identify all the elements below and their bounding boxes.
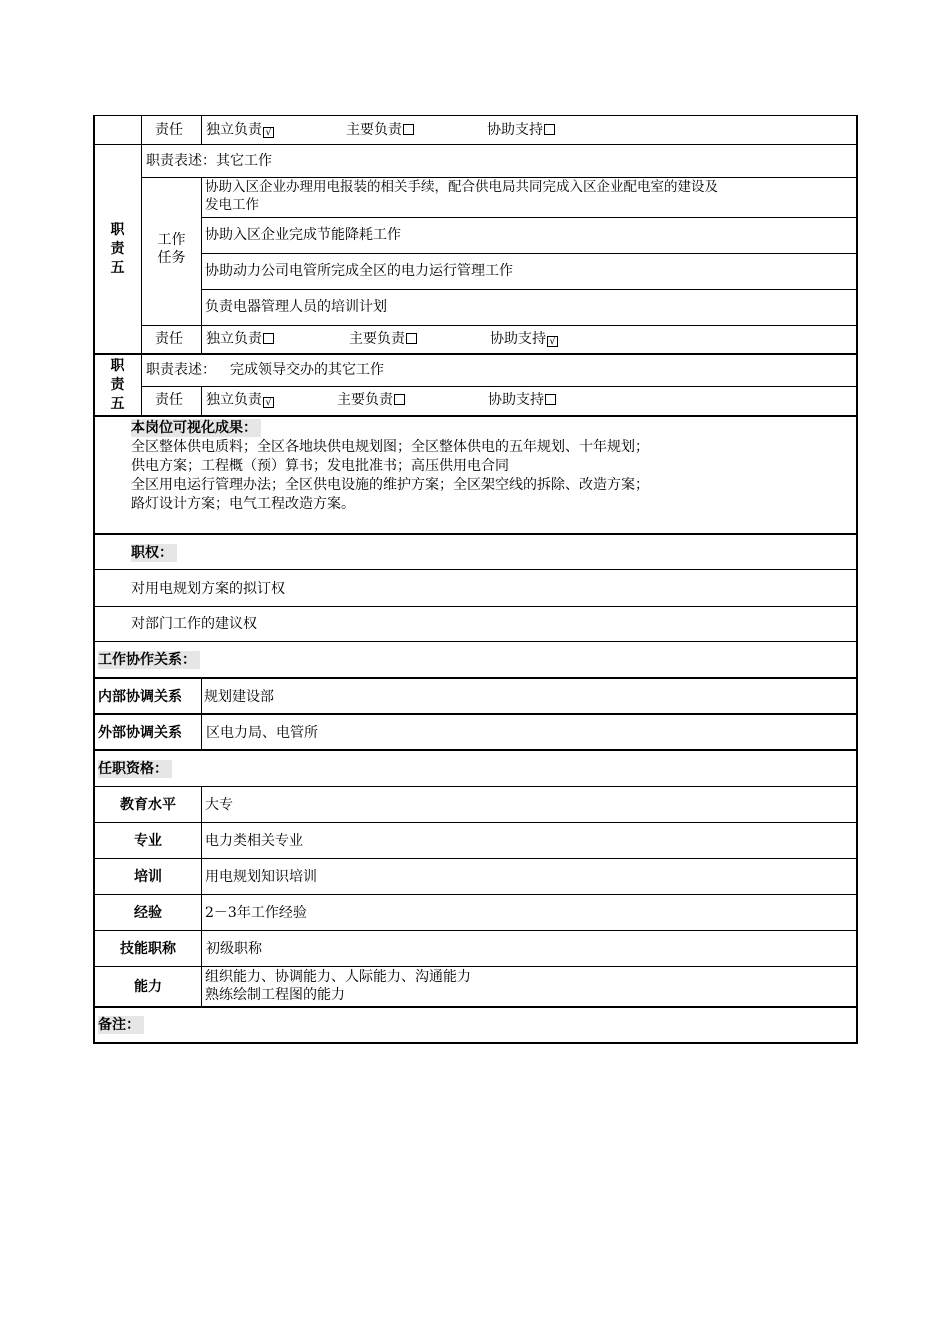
external-label: 外部协调关系 — [98, 725, 182, 741]
cooperation-title: 工作协作关系： — [98, 651, 200, 669]
checkbox-main[interactable] — [394, 394, 405, 405]
authority-title: 职权： — [131, 544, 177, 562]
remarks-title: 备注： — [98, 1016, 144, 1034]
qualification-row — [95, 823, 856, 859]
qualification-title: 任职资格： — [98, 760, 172, 778]
authority-item-row — [95, 607, 856, 642]
qualification-label: 培训 — [134, 869, 162, 885]
responsibility-label: 责任 — [155, 331, 183, 347]
duty6-block — [95, 355, 856, 417]
visual-results-section — [95, 417, 856, 535]
job-description-table — [93, 115, 858, 1044]
task-item: 负责电器管理人员的培训计划 — [205, 299, 387, 315]
results-line: 路灯设计方案；电气工程改造方案。 — [131, 496, 355, 512]
option-main: 主要负责 — [337, 391, 405, 409]
duty5-description: 职责表述：其它工作 — [146, 153, 272, 169]
ability-line: 熟练绘制工程图的能力 — [205, 987, 345, 1003]
checkbox-independent[interactable] — [263, 333, 274, 344]
authority-item: 对用电规划方案的拟订权 — [131, 581, 285, 597]
internal-cooperation-row — [95, 679, 856, 715]
checkbox-assist-checked[interactable]: √ — [547, 336, 558, 347]
external-cooperation-row — [95, 715, 856, 751]
option-main: 主要负责 — [346, 121, 414, 139]
results-line: 供电方案；工程概（预）算书；发电批准书；高压供用电合同 — [131, 458, 509, 474]
checkbox-main[interactable] — [406, 333, 417, 344]
checkbox-independent-checked[interactable]: √ — [263, 127, 274, 138]
checkbox-main[interactable] — [403, 124, 414, 135]
qualification-value: 大专 — [205, 797, 233, 813]
external-value: 区电力局、电管所 — [206, 725, 318, 741]
results-line: 全区整体供电质料；全区各地块供电规划图；全区整体供电的五年规划、十年规划； — [131, 439, 649, 455]
task-item: 协助入区企业完成节能降耗工作 — [205, 227, 401, 243]
qualification-label: 教育水平 — [120, 797, 176, 813]
duty5-top-responsibility-row — [95, 116, 856, 145]
option-assist: 协助支持 √ — [490, 330, 558, 348]
duty5-side-label: 职 责 五 — [110, 222, 125, 276]
ability-row — [95, 967, 856, 1008]
checkbox-assist[interactable] — [545, 394, 556, 405]
qualification-row — [95, 931, 856, 967]
ability-line: 组织能力、协调能力、人际能力、沟通能力 — [205, 969, 471, 985]
qualification-value: 电力类相关专业 — [205, 833, 303, 849]
qualification-row — [95, 787, 856, 823]
responsibility-label: 责任 — [155, 392, 183, 408]
remarks-row — [95, 1008, 856, 1042]
internal-label: 内部协调关系 — [98, 689, 182, 705]
qualification-header-row — [95, 751, 856, 787]
duty6-description: 职责表述： 完成领导交办的其它工作 — [146, 362, 384, 378]
authority-item-row — [95, 570, 856, 607]
qualification-value: 用电规划知识培训 — [205, 869, 317, 885]
qualification-row — [95, 895, 856, 931]
qualification-label: 技能职称 — [120, 941, 176, 957]
authority-item: 对部门工作的建议权 — [131, 616, 257, 632]
option-independent: 独立负责 — [206, 330, 274, 348]
internal-value: 规划建设部 — [204, 689, 274, 705]
checkbox-assist[interactable] — [544, 124, 555, 135]
ability-label: 能力 — [134, 979, 162, 995]
qualification-row — [95, 859, 856, 895]
qualification-value: 初级职称 — [206, 941, 262, 957]
option-assist: 协助支持 — [487, 121, 555, 139]
responsibility-label: 责任 — [155, 122, 183, 138]
task-label: 工作 任务 — [157, 232, 186, 266]
option-independent: 独立负责 √ — [206, 121, 274, 139]
task-item: 协助动力公司电管所完成全区的电力运行管理工作 — [205, 263, 513, 279]
cooperation-header-row — [95, 642, 856, 679]
checkbox-independent-checked[interactable]: √ — [263, 397, 274, 408]
results-line: 全区用电运行管理办法；全区供电设施的维护方案；全区架空线的拆除、改造方案； — [131, 477, 649, 493]
authority-header-row — [95, 535, 856, 570]
task-item: 协助入区企业办理用电报装的相关手续，配合供电局共同完成入区企业配电室的建设及 — [205, 179, 718, 195]
qualification-label: 经验 — [134, 905, 162, 921]
duty6-side-label: 职 责 五 — [110, 358, 125, 412]
task-item-continued: 发电工作 — [205, 197, 259, 213]
duty5-block — [95, 145, 856, 355]
option-assist: 协助支持 — [488, 391, 556, 409]
qualification-label: 专业 — [134, 833, 162, 849]
option-independent: 独立负责 √ — [206, 391, 274, 409]
results-title: 本岗位可视化成果： — [131, 419, 261, 437]
qualification-value: 2－3年工作经验 — [205, 905, 307, 921]
option-main: 主要负责 — [349, 330, 417, 348]
